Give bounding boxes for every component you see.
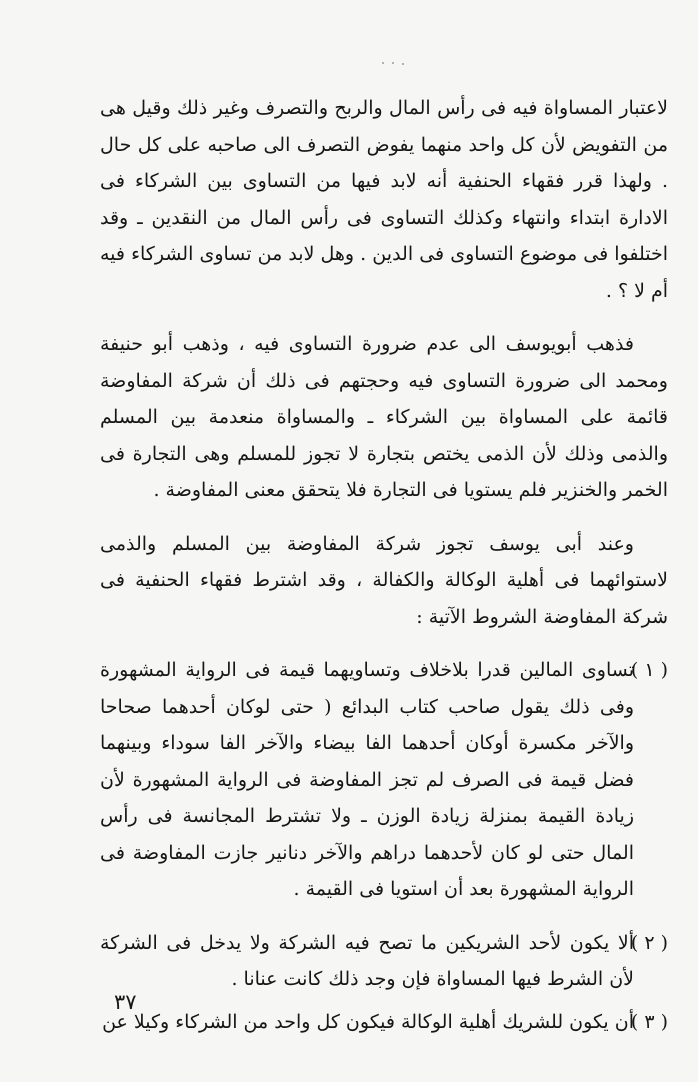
scan-speck [402,63,404,65]
paragraph-2: فذهب أبويوسف الى عدم ضرورة التساوى فيه ، وذهب أبو حنيفة ومحمد الى ضرورة التساوى فيه وحجتهم فى ذلك أن شركة المفاوضة قائمة على المساواة بين الشركاء ـ والمساواة منعدمة بين المسلم والذمى وذلك لأن الذمى يختص بتجارة لا تجوز للمسلم وهى التجارة فى الخمر والخنزير فلم يستويا فى التجارة فلا يتحقق معنى المفاوضة . [100,333,668,501]
list-item-number: ( ١ ) [630,659,668,681]
scan-speck [382,62,384,64]
list-item-text: تساوى المالين قدرا بلاخلاف وتساويهما قيمة فى الرواية المشهورة وفى ذلك يقول صاحب كتاب البدائع ( حتى لوكان أحدهما صحاحا والآخر مكسرة أوكان أحدهما الفا بيضاء والآخر الفا سوداء وبينهما فضل قيمة فى الصرف لم تجز المفاوضة فى الرواية المشهورة لأن زيادة القيمة بمنزلة زيادة الوزن ـ ولا تشترط المجانسة فى رأس المال حتى لو كان لأحدهما دراهم والآخر دنانير جازت المفاوضة فى الرواية المشهورة بعد أن استويا فى القيمة . [100,659,634,900]
list-item-number: ( ٣ ) [630,1010,668,1033]
page-number: ٣٧ [114,990,137,1014]
list-item-text: أن يكون للشريك أهلية الوكالة فيكون كل واحد من الشركاء وكيلا عن [102,1010,634,1033]
paragraph-3: وعند أبى يوسف تجوز شركة المفاوضة بين المسلم والذمى لاستوائهما فى أهلية الوكالة والكفالة ، وقد اشترط فقهاء الحنفية فى شركة المفاوضة الشروط الآتية : [100,532,668,628]
list-item-2 [100,925,668,998]
list-item-number: ( ٢ ) [630,931,668,954]
list-item-text: ألا يكون لأحد الشريكين ما تصح فيه الشركة ولا يدخل فى الشركة لأن الشرط فيها المساواة فإن وجد ذلك كانت عنانا . [100,931,634,990]
page-body [100,90,668,1040]
document-page [100,90,668,1050]
list-item-3 [100,1004,668,1041]
list-item-1 [100,652,668,908]
paragraph-1: لاعتبار المساواة فيه فى رأس المال والربح والتصرف وغير ذلك وقيل هى من التفويض لأن كل واحد منهما يفوض التصرف الى صاحبه على كل حال . ولهذا قرر فقهاء الحنفية أنه لابد فيها من التساوى بين الشركاء فى الادارة ابتداء وانتهاء وكذلك التساوى فى رأس المال من النقدين ـ وقد اختلفوا فى موضوع التساوى فى الدين . وهل لابد من تساوى الشركاء فيه أم لا ؟ . [100,97,668,302]
scan-speck [392,62,394,64]
